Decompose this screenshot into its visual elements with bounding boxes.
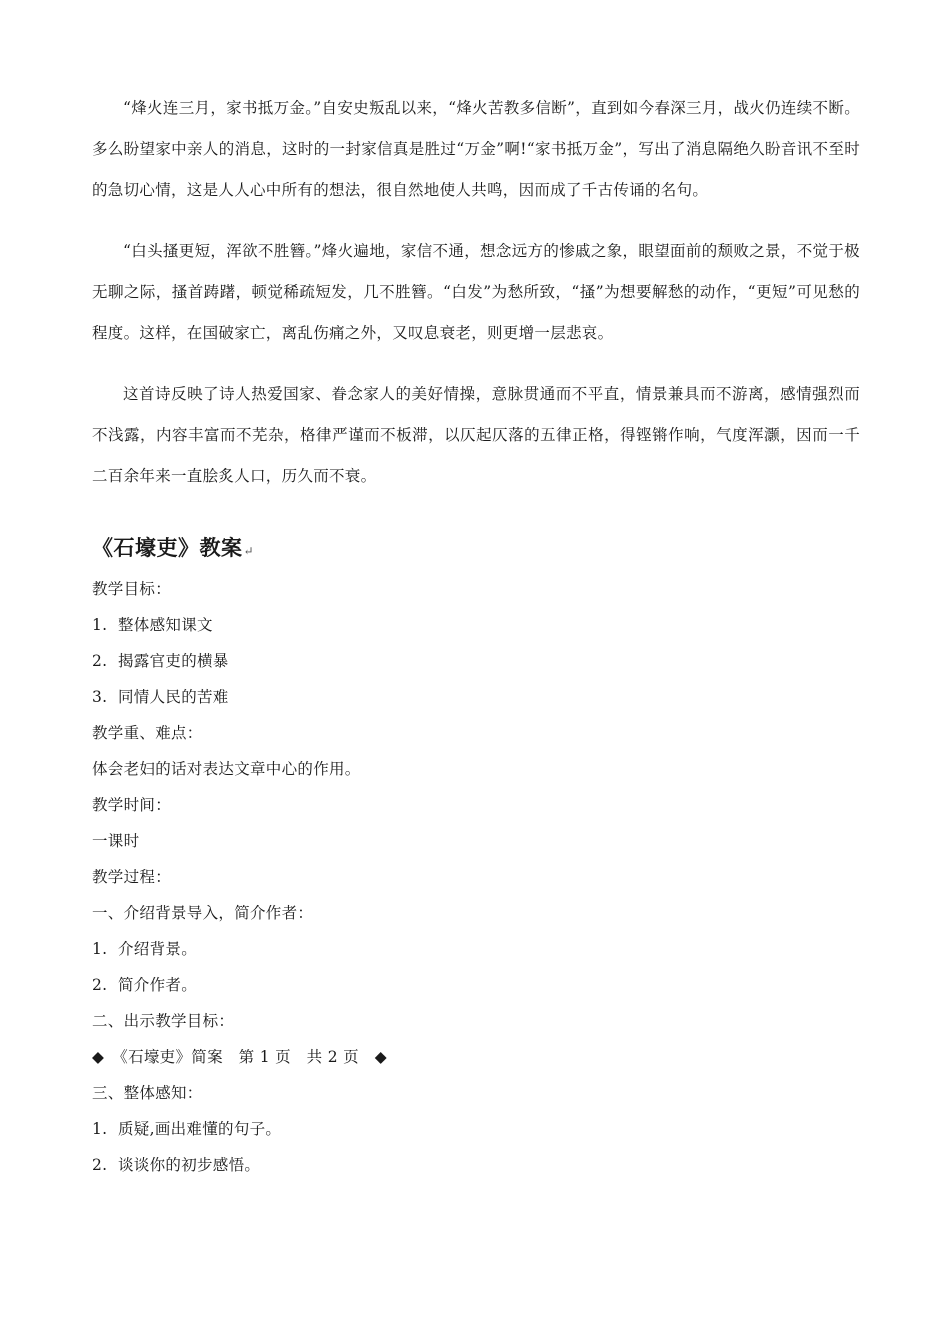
page-footer-text: ◆ 《石壕吏》简案 第 1 页 共 2 页 ◆ bbox=[92, 1048, 387, 1066]
lesson-line bbox=[92, 643, 860, 679]
paragraph-mark-icon: ↵ bbox=[243, 544, 255, 558]
lesson-line bbox=[92, 679, 860, 715]
lesson-line-text: 谈谈你的初步感悟。 bbox=[118, 1156, 261, 1174]
lesson-line-text: 一、介绍背景导入，简介作者： bbox=[92, 904, 314, 922]
lesson-line-text: 同情人民的苦难 bbox=[118, 688, 229, 706]
lesson-line-text: 教学时间： bbox=[92, 796, 172, 814]
lesson-line bbox=[92, 715, 860, 751]
document-page bbox=[92, 88, 860, 1183]
section-title bbox=[92, 533, 860, 566]
lesson-line bbox=[92, 607, 860, 643]
lesson-line-text: 介绍背景。 bbox=[118, 940, 198, 958]
list-number: 1. bbox=[92, 940, 108, 958]
lesson-line bbox=[92, 1111, 860, 1147]
lesson-line-text: 三、整体感知： bbox=[92, 1084, 203, 1102]
lesson-line-text: 教学重、难点： bbox=[92, 724, 203, 742]
lesson-line bbox=[92, 1147, 860, 1183]
list-number: 1. bbox=[92, 616, 108, 634]
lesson-line bbox=[92, 931, 860, 967]
lesson-line-text: 教学过程： bbox=[92, 868, 172, 886]
list-number: 2. bbox=[92, 976, 108, 994]
lesson-line bbox=[92, 1075, 860, 1111]
commentary-paragraph-2: “白头搔更短，浑欲不胜簪。”烽火遍地，家信不通，想念远方的惨戚之象，眼望面前的颓败之景，不觉于极无聊之际，搔首踌躇，顿觉稀疏短发，几不胜簪。“白发”为愁所致，“搔”为想要解愁的动作，“更短”可见愁的程度。这样，在国破家亡，离乱伤痛之外，又叹息衰老，则更增一层悲哀。 bbox=[92, 242, 860, 342]
lesson-line-text: 二、出示教学目标： bbox=[92, 1012, 235, 1030]
lesson-line-text: 质疑,画出难懂的句子。 bbox=[118, 1120, 282, 1138]
lesson-line bbox=[92, 895, 860, 931]
lesson-line-text: 教学目标： bbox=[92, 580, 172, 598]
lesson-line bbox=[92, 823, 860, 859]
list-number: 2. bbox=[92, 1156, 108, 1174]
lesson-line-text: 体会老妇的话对表达文章中心的作用。 bbox=[92, 760, 361, 778]
list-number: 1. bbox=[92, 1120, 108, 1138]
page-footer-inline bbox=[92, 1039, 860, 1075]
list-number: 2. bbox=[92, 652, 108, 670]
lesson-line bbox=[92, 1003, 860, 1039]
lesson-line-text: 整体感知课文 bbox=[118, 616, 213, 634]
lesson-line bbox=[92, 751, 860, 787]
commentary-paragraph-1: “烽火连三月，家书抵万金。”自安史叛乱以来，“烽火苦教多信断”，直到如今春深三月，战火仍连续不断。多么盼望家中亲人的消息，这时的一封家信真是胜过“万金”啊!“家书抵万金”，写出了消息隔绝久盼音讯不至时的急切心情，这是人人心中所有的想法，很自然地使人共鸣，因而成了千古传诵的名句。 bbox=[92, 99, 860, 199]
lesson-line-text: 揭露官吏的横暴 bbox=[118, 652, 229, 670]
lesson-line bbox=[92, 787, 860, 823]
list-number: 3. bbox=[92, 688, 108, 706]
lesson-line bbox=[92, 859, 860, 895]
lesson-line-text: 一课时 bbox=[92, 832, 140, 850]
commentary-paragraph-3: 这首诗反映了诗人热爱国家、眷念家人的美好情操，意脉贯通而不平直，情景兼具而不游离，感情强烈而不浅露，内容丰富而不芜杂，格律严谨而不板滞，以仄起仄落的五律正格，得铿锵作响，气度浑灏，因而一千二百余年来一直脍炙人口，历久而不衰。 bbox=[92, 385, 860, 485]
lesson-line-text: 简介作者。 bbox=[118, 976, 198, 994]
lesson-line bbox=[92, 571, 860, 607]
lesson-plan bbox=[92, 571, 860, 1183]
section-title-text: 《石壕吏》教案 bbox=[92, 535, 243, 560]
lesson-line bbox=[92, 967, 860, 1003]
